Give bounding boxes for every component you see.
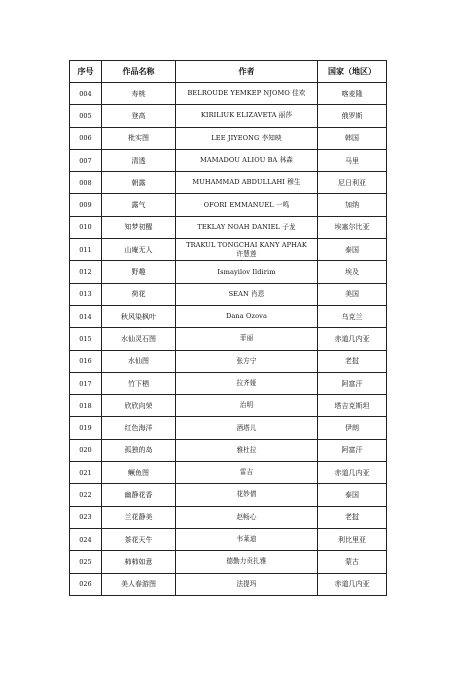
table-row [70,395,387,417]
cell-country: 泰国 [318,239,387,261]
author-line: 德勤力贡扎雅 [226,557,267,566]
header-title: 作品名称 [102,61,176,83]
cell-author [176,551,318,573]
cell-no: 009 [70,194,102,216]
table-header [70,61,387,83]
author-line: OFORI EMMANUEL 一鸣 [203,200,290,209]
cell-author [176,528,318,550]
cell-author [176,395,318,417]
table-row [70,239,387,261]
cell-no: 016 [70,350,102,372]
cell-no: 008 [70,172,102,194]
cell-country: 美国 [318,283,387,305]
cell-country: 塔吉克斯坦 [318,395,387,417]
table-row [70,417,387,439]
cell-author [176,372,318,394]
author-line: 许慧莲 [236,249,257,258]
author-line: 酒塔儿 [236,423,257,432]
cell-no: 019 [70,417,102,439]
header-author: 作者 [176,61,318,83]
cell-author [176,484,318,506]
cell-author [176,573,318,595]
cell-country: 赤道几内亚 [318,462,387,484]
table-row [70,194,387,216]
cell-title: 野趣 [102,261,176,283]
cell-title: 鳜鱼图 [102,462,176,484]
cell-country: 老挝 [318,506,387,528]
table-row [70,551,387,573]
table-row [70,372,387,394]
author-line: 韦莱迪 [236,535,257,544]
cell-no: 012 [70,261,102,283]
cell-country: 赤道几内亚 [318,573,387,595]
cell-author [176,216,318,238]
cell-no: 023 [70,506,102,528]
cell-author [176,105,318,127]
table-row [70,350,387,372]
cell-no: 010 [70,216,102,238]
cell-no: 021 [70,462,102,484]
cell-author [176,506,318,528]
cell-no: 011 [70,239,102,261]
table-row [70,105,387,127]
table-row [70,261,387,283]
cell-no: 005 [70,105,102,127]
cell-country: 老挝 [318,350,387,372]
table-row [70,528,387,550]
cell-title: 知梦初醒 [102,216,176,238]
author-line: 法提玛 [236,579,257,588]
cell-author [176,194,318,216]
cell-author [176,417,318,439]
cell-no: 018 [70,395,102,417]
table-row [70,506,387,528]
cell-no: 020 [70,439,102,461]
cell-author [176,350,318,372]
cell-no: 022 [70,484,102,506]
cell-country: 韩国 [318,127,387,149]
cell-country: 埃及 [318,261,387,283]
cell-title: 柿柿如意 [102,551,176,573]
cell-title: 露气 [102,194,176,216]
cell-country: 乌克兰 [318,305,387,327]
author-line: KIRILIUK ELIZAVETA 丽莎 [200,111,293,120]
cell-title: 兰花静美 [102,506,176,528]
author-line: LEE JIYEONG 李知映 [211,133,282,142]
cell-no: 026 [70,573,102,595]
cell-author [176,261,318,283]
author-line: TRAKUL TONGCHAI KANY APHAK [186,240,307,249]
author-line: Dana Ozova [226,312,267,321]
cell-country: 伊朗 [318,417,387,439]
cell-author [176,439,318,461]
table-row [70,439,387,461]
cell-title: 山庵无人 [102,239,176,261]
table-row [70,305,387,327]
cell-country: 埃塞尔比亚 [318,216,387,238]
cell-title: 孤独的岛 [102,439,176,461]
table-row [70,462,387,484]
author-line: 拉齐娅 [236,379,257,387]
cell-no: 004 [70,83,102,105]
cell-author [176,239,318,261]
cell-author [176,83,318,105]
cell-country: 泰国 [318,484,387,506]
author-line: 雅杜拉 [236,445,257,454]
author-line: BELROUDE YEMKEP NJOMO 佳欢 [187,89,306,98]
author-line: 花妙倩 [236,490,257,499]
cell-title: 朝露 [102,172,176,194]
author-line: 菲丽 [239,334,254,343]
cell-author [176,328,318,350]
cell-no: 014 [70,305,102,327]
cell-title: 水仙图 [102,350,176,372]
table-row [70,484,387,506]
header-row [70,61,387,83]
cell-title: 欣欣向荣 [102,395,176,417]
cell-no: 015 [70,328,102,350]
cell-title: 红色海洋 [102,417,176,439]
cell-no: 013 [70,283,102,305]
table-row [70,216,387,238]
artwork-table [69,60,387,596]
cell-author [176,283,318,305]
cell-author [176,462,318,484]
cell-no: 006 [70,127,102,149]
author-line: Ismayilov Ildirim [217,267,276,276]
table-row [70,149,387,171]
author-line: MUHAMMAD ABDULLAHI 穆生 [192,178,301,187]
table-row [70,83,387,105]
cell-title: 清透 [102,149,176,171]
cell-country: 赤道几内亚 [318,328,387,350]
cell-title: 寿桃 [102,83,176,105]
cell-country: 蒙古 [318,551,387,573]
author-line: MAMADOU ALIOU BA 林森 [200,156,293,165]
table-row [70,127,387,149]
cell-country: 喀麦隆 [318,83,387,105]
cell-title: 登高 [102,105,176,127]
author-line: 赵畅心 [236,512,257,521]
cell-country: 加纳 [318,194,387,216]
cell-title: 枇实图 [102,127,176,149]
cell-title: 秋风染枫叶 [102,305,176,327]
cell-title: 美人春游图 [102,573,176,595]
table-body [70,83,387,596]
cell-title: 茶花天牛 [102,528,176,550]
cell-country: 尼日利亚 [318,172,387,194]
cell-author [176,305,318,327]
cell-no: 017 [70,372,102,394]
cell-author [176,149,318,171]
cell-author [176,127,318,149]
cell-title: 荷花 [102,283,176,305]
cell-title: 幽静花香 [102,484,176,506]
cell-country: 利比里亚 [318,528,387,550]
cell-title: 竹下栖 [102,372,176,394]
header-no: 序号 [70,61,102,83]
cell-title: 水仙灵石图 [102,328,176,350]
header-country: 国家（地区） [318,61,387,83]
author-line: 雷吉 [239,468,254,477]
document-page [69,60,386,596]
cell-country: 阿富汗 [318,372,387,394]
cell-country: 马里 [318,149,387,171]
author-line: 治明 [239,401,254,410]
cell-country: 阿富汗 [318,439,387,461]
author-line: SEAN 肖恩 [228,289,265,298]
cell-author [176,172,318,194]
author-line: TEKLAY NOAH DANIEL 子龙 [197,222,296,231]
author-line: 张方宁 [236,356,257,365]
table-row [70,172,387,194]
table-row [70,283,387,305]
table-row [70,328,387,350]
cell-no: 025 [70,551,102,573]
cell-no: 007 [70,149,102,171]
cell-no: 024 [70,528,102,550]
table-row [70,573,387,595]
cell-country: 俄罗斯 [318,105,387,127]
